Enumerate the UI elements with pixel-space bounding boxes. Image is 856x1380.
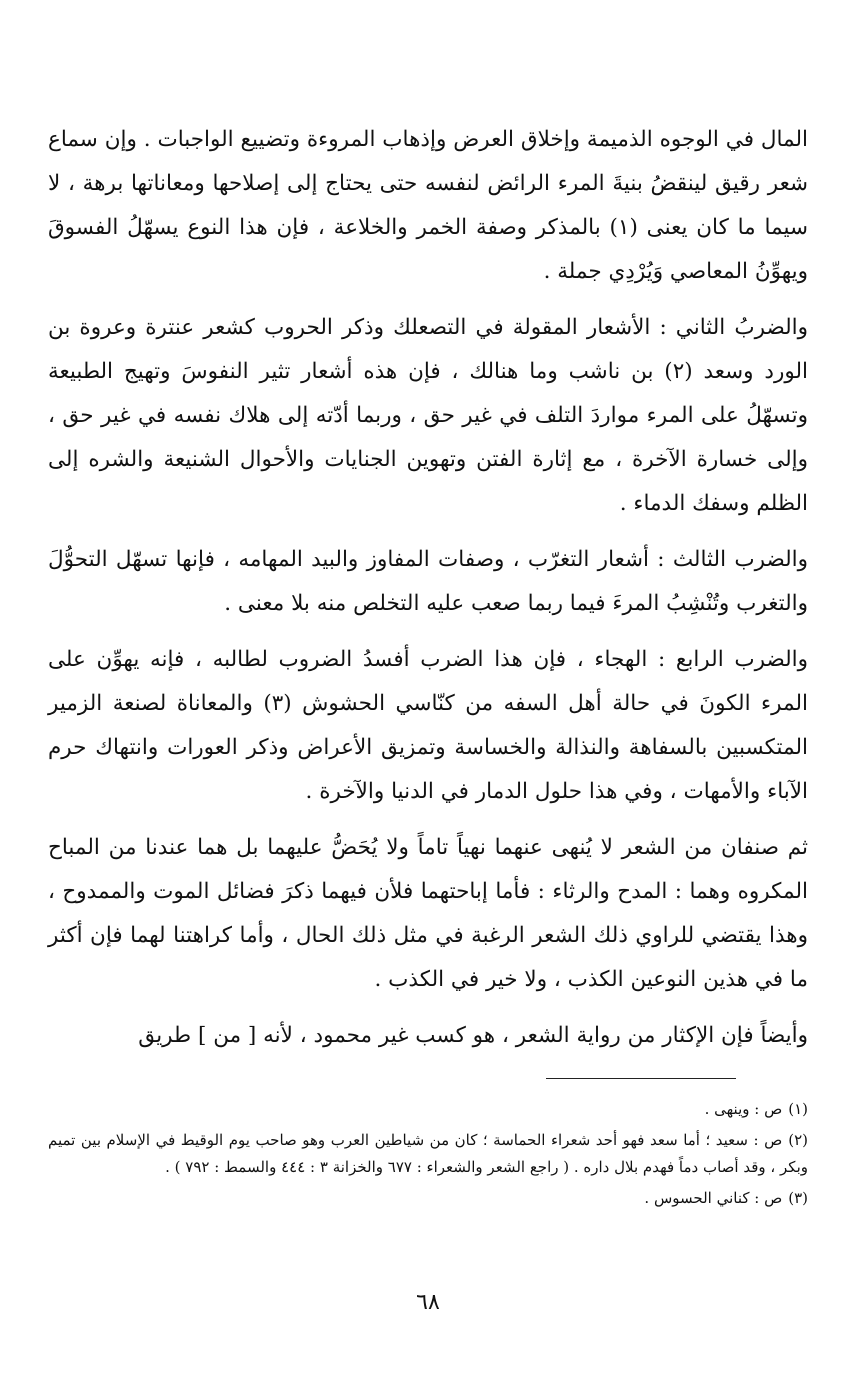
paragraph-5: ثم صنفان من الشعر لا يُنهى عنهما نهياً تاماً ولا يُحَضُّ عليهما بل هما عندنا من المباح المكروه وهما : المدح والرثاء : فأما إباحتهما فلأن فيهما ذكرَ فضائل الموت والممدوح ، وهذا يقتضي للراوي ذلك الشعر الرغبة في مثل ذلك الحال ، وأما كراهتنا لهما فإن أكثر ما في هذين النوعين الكذب ، ولا خير في الكذب . xyxy=(48,835,808,992)
page-content xyxy=(48,118,808,1070)
footnote-divider xyxy=(546,1078,736,1079)
page-number: ٦٨ xyxy=(416,1290,440,1315)
footnote-1 xyxy=(48,1096,808,1123)
footnote-2 xyxy=(48,1127,808,1181)
paragraph-1: المال في الوجوه الذميمة وإخلاق العرض وإذهاب المروءة وتضييع الواجبات . وإن سماع شعر رقيق لينقضُ بنيةَ المرء الرائض لنفسه حتى يحتاج إلى إصلاحها ومعاناتها برهة ، لا سيما ما كان يعنى (١) بالمذكر وصفة الخمر والخلاعة ، فإن هذا النوع يسهّلُ الفسوقَ ويهوِّنُ المعاصي وَيُرْدِي جملة . xyxy=(48,127,808,284)
footnote-number: (٣) xyxy=(788,1189,808,1207)
footnote-text: ص : سعيد ؛ أما سعد فهو أحد شعراء الحماسة ؛ كان من شياطين العرب وهو صاحب يوم الوقيط في الإسلام بين تميم وبكر ، وقد أصاب دماً فهدم بلال داره . ( راجع الشعر والشعراء : ٦٧٧ والخزانة ٣ : ٤٤٤ والسمط : ٧٩٢ ) . xyxy=(48,1131,808,1176)
paragraph-6: وأيضاً فإن الإكثار من رواية الشعر ، هو كسب غير محمود ، لأنه [ من ] طريق xyxy=(138,1023,808,1048)
footnotes xyxy=(48,1096,808,1216)
footnote-text: ص : وينهى . xyxy=(704,1100,783,1118)
footnote-3 xyxy=(48,1185,808,1212)
paragraph-2: والضربُ الثاني : الأشعار المقولة في التصعلك وذكر الحروب كشعر عنترة وعروة بن الورد وسعد (٢) بن ناشب وما هنالك ، فإن هذه أشعار تثير النفوسَ وتهيج الطبيعة وتسهّلُ على المرء مواردَ التلف في غير حق ، وربما أدّته إلى هلاك نفسه في غير حق ، وإلى خسارة الآخرة ، مع إثارة الفتن وتهوين الجنايات والأحوال الشنيعة والشره إلى الظلم وسفك الدماء . xyxy=(48,315,808,516)
footnote-text: ص : كناني الحسوس . xyxy=(644,1189,783,1207)
footnote-number: (١) xyxy=(788,1100,808,1118)
paragraph-4: والضرب الرابع : الهجاء ، فإن هذا الضرب أفسدُ الضروب لطالبه ، فإنه يهوِّن على المرء الكونَ في حالة أهل السفه من كنّاسي الحشوش (٣) والمعاناة لصنعة الزمير المتكسبين بالسفاهة والنذالة والخساسة وتمزيق الأعراض وذكر العورات وانتهاك حرم الآباء والأمهات ، وفي هذا حلول الدمار في الدنيا والآخرة . xyxy=(48,647,808,804)
body-text xyxy=(48,118,808,1058)
footnote-number: (٢) xyxy=(788,1131,808,1149)
paragraph-3: والضرب الثالث : أشعار التغرّب ، وصفات المفاوز والبيد المهامه ، فإنها تسهّل التحوُّلَ والتغرب وتُنْشِبُ المرءَ فيما ربما صعب عليه التخلص منه بلا معنى . xyxy=(48,547,808,616)
